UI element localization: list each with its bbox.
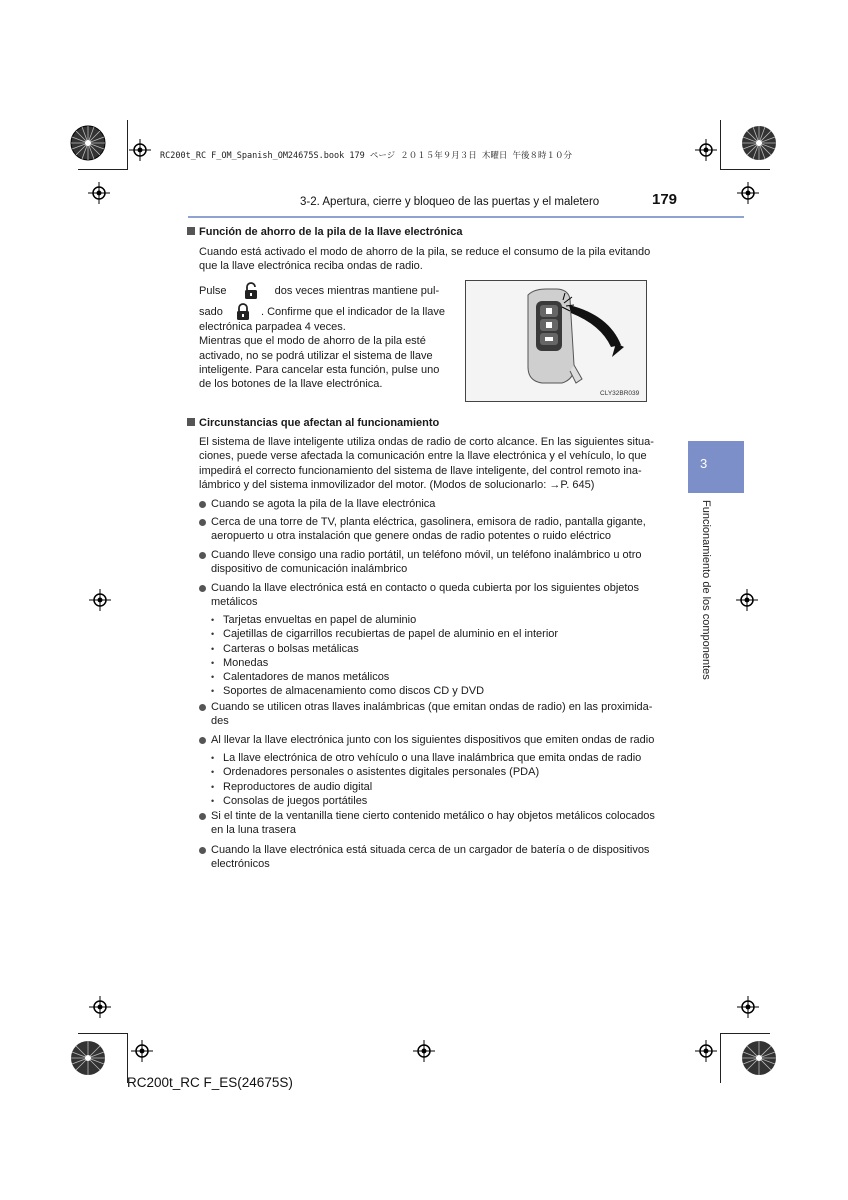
registration-mark-icon xyxy=(89,996,111,1018)
registration-mark-icon xyxy=(736,589,758,611)
section-heading: Circunstancias que afectan al funcionamiento xyxy=(187,417,439,429)
footer-model-code: RC200t_RC F_ES(24675S) xyxy=(127,1075,293,1090)
section-intro: Cuando está activado el modo de ahorro de la pila, se reduce el consumo de la pila evitando que la llave electrónica reciba ondas de radio. xyxy=(199,246,651,273)
list-item: Cuando se utilicen otras llaves inalámbricas (que emitan ondas de radio) en las proximida- des xyxy=(199,700,679,729)
bullet-icon xyxy=(199,585,206,592)
bullet-icon xyxy=(199,704,206,711)
chapter-side-label: Funcionamiento de los componentes xyxy=(700,500,712,680)
print-info-line: RC200t_RC F_OM_Spanish_OM24675S.book 179 ページ ２０１５年９月３日 木曜日 午後８時１０分 xyxy=(160,151,572,161)
list-item: Si el tinte de la ventanilla tiene cierto contenido metálico o hay objetos metálicos colocados en la luna trasera xyxy=(199,809,679,838)
sub-list: • Tarjetas envueltas en papel de aluminio • Cajetillas de cigarrillos recubiertas de papel de aluminio en el interior • Carteras o bolsas metálicas • Monedas • Calentadores de manos metálicos • Soportes de almacenamiento como discos CD y DVD xyxy=(211,614,559,698)
section-heading: Función de ahorro de la pila de la llave electrónica xyxy=(187,226,462,238)
section-header-title: 3-2. Apertura, cierre y bloqueo de las puertas y el maletero xyxy=(300,196,600,208)
electronic-key-figure xyxy=(465,280,647,402)
color-target-icon xyxy=(741,1040,777,1076)
section-intro: El sistema de llave inteligente utiliza ondas de radio de corto alcance. En las siguientes situa- ciones, puede verse afectada la comunicación entre la llave electrónica y el vehículo, lo que impedirá el correcto funcionamiento del sistema de llave inteligente, del control remoto ina- lámbrico y del sistema inmovilizador del motor. (Modos de solucionarlo: →P. 645) xyxy=(199,436,654,491)
registration-mark-icon xyxy=(695,139,717,161)
figure-caption: CLY32BR039 xyxy=(600,390,640,397)
sado-line: sado . Confirme que el indicador de la llave xyxy=(199,303,445,321)
lock-button-icon xyxy=(236,303,250,321)
page-number: 179 xyxy=(652,191,678,208)
electronic-key-illustration xyxy=(466,281,646,401)
list-item: Cuando lleve consigo una radio portátil, un teléfono móvil, un teléfono inalámbrico u otro dispositivo de comunicación inalámbrico xyxy=(199,548,679,577)
color-target-icon xyxy=(70,1040,106,1076)
registration-mark-icon xyxy=(131,1040,153,1062)
registration-mark-icon xyxy=(89,589,111,611)
bullet-icon xyxy=(199,501,206,508)
pulse-line: Pulse dos veces mientras mantiene pul- xyxy=(199,282,439,300)
battery-save-instructions: electrónica parpadea 4 veces. Mientras que el modo de ahorro de la pila esté activado, no se podrá utilizar el sistema de llave inteligente. Para cancelar esta función, pulse uno de los botones de la llave electrónica. xyxy=(199,321,440,391)
registration-mark-icon xyxy=(129,139,151,161)
registration-mark-icon xyxy=(413,1040,435,1062)
registration-mark-icon xyxy=(737,996,759,1018)
chapter-tab xyxy=(688,441,744,493)
list-item: Cerca de una torre de TV, planta eléctrica, gasolinera, emisora de radio, pantalla gigante, aeropuerto u otra instalación que genere ondas de radio potentes o ruido eléctrico xyxy=(199,515,679,544)
list-item: Cuando la llave electrónica está situada cerca de un cargador de batería o de dispositivos electrónicos xyxy=(199,843,679,872)
list-item: Al llevar la llave electrónica junto con los siguientes dispositivos que emiten ondas de radio xyxy=(199,733,679,747)
list-item: Cuando se agota la pila de la llave electrónica xyxy=(199,497,679,511)
bullet-icon xyxy=(199,519,206,526)
color-target-icon xyxy=(741,125,777,161)
chapter-number: 3 xyxy=(700,456,708,471)
unlock-button-icon xyxy=(244,282,258,300)
list-item: Cuando la llave electrónica está en contacto o queda cubierta por los siguientes objetos metálicos xyxy=(199,581,679,610)
registration-mark-icon xyxy=(88,182,110,204)
bullet-icon xyxy=(199,847,206,854)
header-rule xyxy=(188,216,744,218)
sub-list: • La llave electrónica de otro vehículo o una llave inalámbrica que emita ondas de radio • Ordenadores personales o asistentes digitales personales (PDA) • Reproductores de audio digital • Consolas de juegos portátiles xyxy=(211,752,642,807)
bullet-icon xyxy=(199,737,206,744)
registration-mark-icon xyxy=(695,1040,717,1062)
registration-mark-icon xyxy=(737,182,759,204)
bullet-icon xyxy=(199,813,206,820)
bullet-icon xyxy=(199,552,206,559)
color-target-icon xyxy=(70,125,106,161)
